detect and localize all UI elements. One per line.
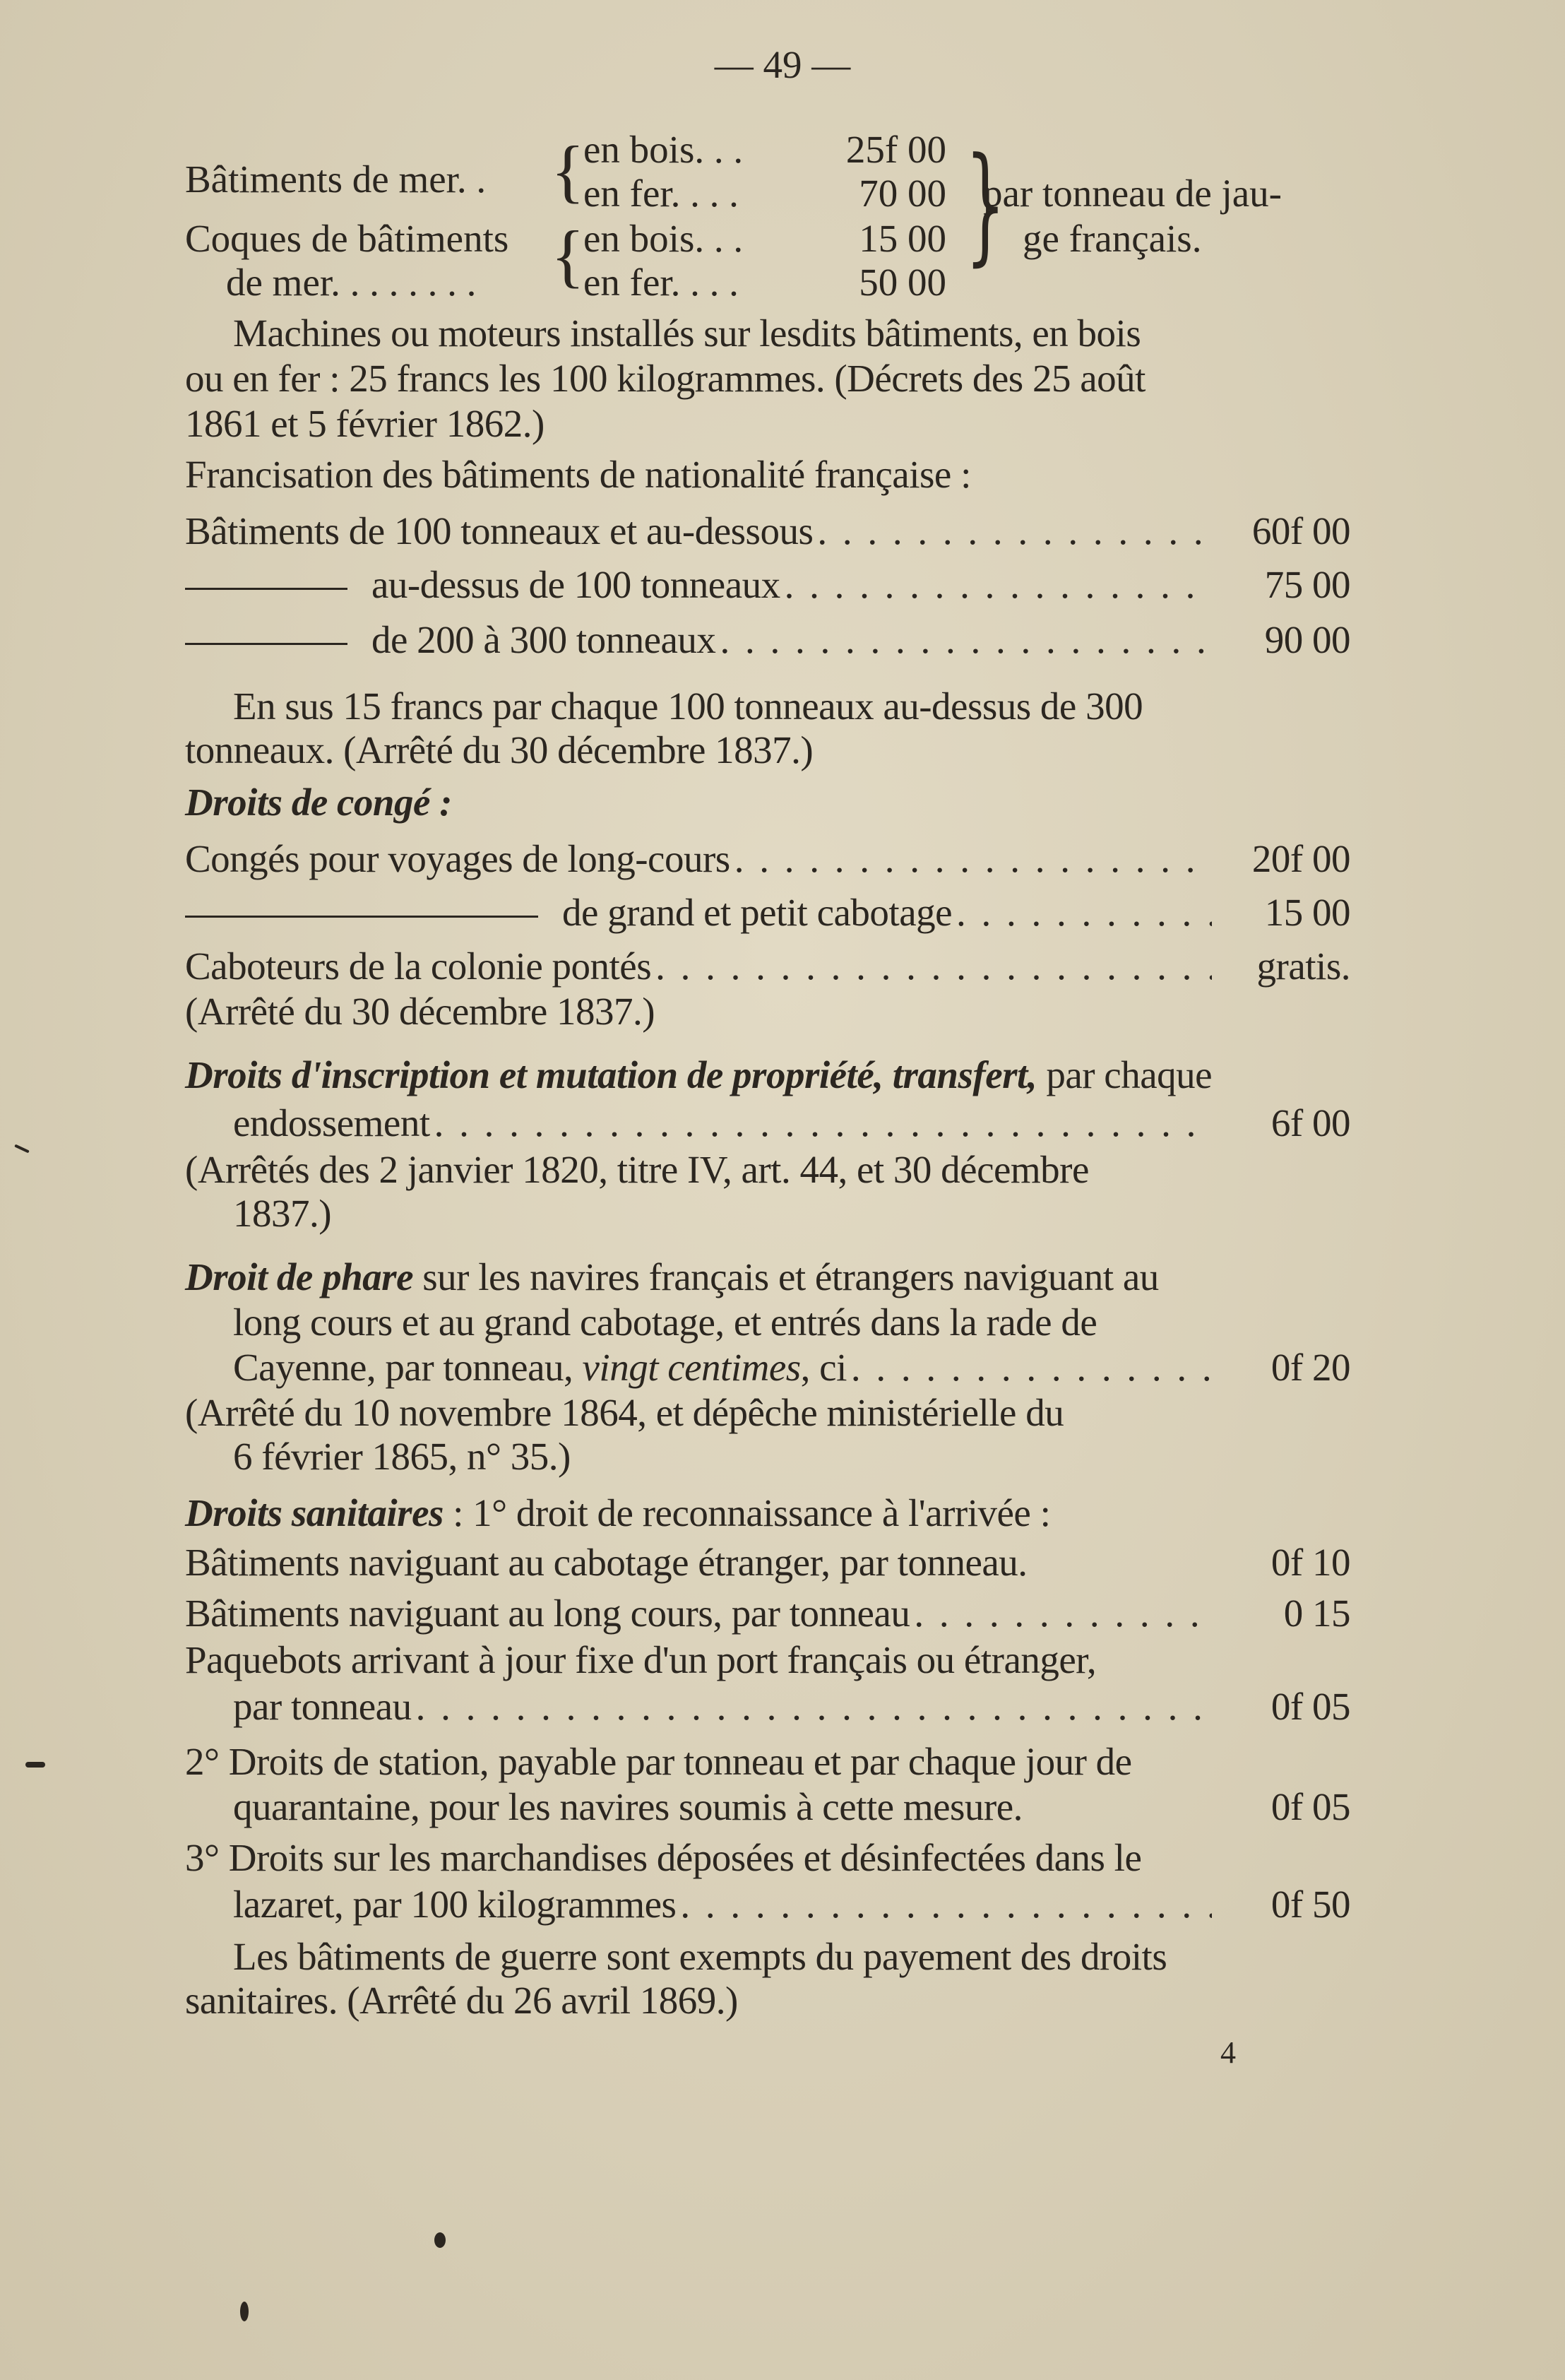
ditto-dash bbox=[185, 916, 538, 918]
text-line: 3° Droits sur les marchandises déposées et désinfectées dans le bbox=[185, 1836, 1142, 1879]
sanitaires-line bbox=[185, 1491, 1350, 1536]
tariff-note-2: ge français. bbox=[1023, 217, 1202, 260]
text-line: Les bâtiments de guerre sont exempts du payement des droits bbox=[233, 1935, 1167, 1978]
phare-text: , ci bbox=[800, 1346, 847, 1389]
tariff-row bbox=[233, 1101, 1350, 1146]
text-line: En sus 15 francs par chaque 100 tonneaux au-dessus de 300 bbox=[233, 685, 1143, 728]
tariff-label: de 200 à 300 tonneaux bbox=[371, 618, 716, 661]
tariff-amount: 0f 10 bbox=[1271, 1541, 1350, 1584]
tariff-row bbox=[185, 617, 1350, 663]
phare-heading: Droit de phare bbox=[185, 1255, 413, 1298]
text-line: sanitaires. (Arrêté du 26 avril 1869.) bbox=[185, 1979, 738, 2022]
tariff-amount: 75 00 bbox=[1264, 563, 1350, 606]
tariff-label: quarantaine, pour les navires soumis à cette mesure. bbox=[233, 1785, 1023, 1828]
tariff-label: Bâtiments de 100 tonneaux et au-dessous bbox=[185, 509, 814, 552]
phare-text: sur les navires français et étrangers naviguant au bbox=[413, 1255, 1159, 1298]
brace-right: { bbox=[965, 131, 1006, 278]
leader-dots bbox=[817, 509, 1212, 554]
tariff-label: par tonneau bbox=[233, 1685, 412, 1728]
tariff-label: Caboteurs de la colonie pontés bbox=[185, 945, 652, 988]
text-line: (Arrêté du 10 novembre 1864, et dépêche ministérielle du bbox=[185, 1391, 1064, 1434]
francisation-heading: Francisation des bâtiments de nationalité française : bbox=[185, 453, 971, 496]
tariff-row bbox=[233, 1345, 1350, 1390]
ink-spot bbox=[25, 1762, 45, 1768]
value-row-2: 70 00 bbox=[859, 172, 946, 215]
tariff-amount: 60f 00 bbox=[1251, 509, 1350, 552]
ink-spot bbox=[434, 2232, 446, 2248]
signature-mark: 4 bbox=[1220, 2035, 1236, 2070]
leader-dots bbox=[734, 836, 1212, 882]
text-line: tonneaux. (Arrêté du 30 décembre 1837.) bbox=[185, 728, 814, 771]
leader-dots bbox=[720, 617, 1212, 663]
value-row-1: 25f 00 bbox=[845, 128, 946, 171]
ditto-dash bbox=[185, 643, 347, 645]
text-line: 2° Droits de station, payable par tonneau et par chaque jour de bbox=[185, 1740, 1132, 1783]
tariff-label: Bâtiments naviguant au long cours, par tonneau bbox=[185, 1592, 910, 1635]
tariff-amount: 0f 20 bbox=[1271, 1346, 1350, 1389]
phare-text: Cayenne, par tonneau, bbox=[233, 1346, 583, 1389]
tariff-amount: 0f 05 bbox=[1271, 1685, 1350, 1728]
conge-heading: Droits de congé : bbox=[185, 781, 452, 824]
tariff-row bbox=[185, 1591, 1350, 1636]
material-row-3: en bois. . . bbox=[583, 217, 744, 260]
tariff-label: Congés pour voyages de long-cours bbox=[185, 837, 730, 880]
tariff-note-1: par tonneau de jau- bbox=[983, 172, 1283, 215]
material-row-4: en fer. . . . bbox=[583, 261, 739, 304]
tariff-amount: 6f 00 bbox=[1271, 1101, 1350, 1144]
leader-dots bbox=[434, 1101, 1212, 1146]
tariff-label: lazaret, par 100 kilogrammes bbox=[233, 1883, 677, 1926]
tariff-row bbox=[233, 1882, 1350, 1927]
inscription-tail: par chaque bbox=[1037, 1053, 1213, 1096]
tariff-row bbox=[233, 1684, 1350, 1729]
tariff-row bbox=[185, 562, 1350, 608]
tariff-row bbox=[185, 1540, 1350, 1585]
tariff-row bbox=[185, 944, 1350, 989]
inscription-heading: Droits d'inscription et mutation de propriété, transfert, bbox=[185, 1053, 1037, 1096]
brace-batiments: { bbox=[551, 131, 585, 210]
material-row-1: en bois. . . bbox=[583, 128, 744, 171]
tariff-amount: 90 00 bbox=[1264, 618, 1350, 661]
tariff-label: Bâtiments naviguant au cabotage étranger, par tonneau. bbox=[185, 1541, 1028, 1584]
tariff-amount: 15 00 bbox=[1264, 891, 1350, 934]
tariff-amount: 0f 50 bbox=[1271, 1883, 1350, 1926]
ink-spot bbox=[240, 2302, 249, 2321]
leader-dots bbox=[680, 1882, 1212, 1927]
text-line: Machines ou moteurs installés sur lesdits bâtiments, en bois bbox=[233, 312, 1141, 355]
tariff-label: de grand et petit cabotage bbox=[562, 891, 953, 934]
text-line: (Arrêtés des 2 janvier 1820, titre IV, art. 44, et 30 décembre bbox=[185, 1148, 1089, 1191]
tariff-label: au-dessus de 100 tonneaux bbox=[371, 563, 780, 606]
tariff-label: endossement bbox=[233, 1101, 430, 1144]
ink-spot bbox=[14, 1144, 30, 1154]
text-line: 1837.) bbox=[233, 1192, 332, 1235]
text-line: ou en fer : 25 francs les 100 kilogrammes. (Décrets des 25 août bbox=[185, 357, 1146, 400]
material-row-2: en fer. . . . bbox=[583, 172, 739, 215]
value-row-4: 50 00 bbox=[859, 261, 946, 304]
leader-dots bbox=[956, 890, 1212, 935]
leader-dots bbox=[655, 944, 1212, 989]
coques-label-2: de mer. . . . . . . . bbox=[226, 261, 477, 304]
batiments-label: Bâtiments de mer. . bbox=[185, 158, 487, 201]
value-row-3: 15 00 bbox=[859, 217, 946, 260]
text-line: Paquebots arrivant à jour fixe d'un port français ou étranger, bbox=[185, 1638, 1097, 1681]
tariff-row bbox=[185, 836, 1350, 882]
sanitaires-tail: : 1° droit de reconnaissance à l'arrivée : bbox=[443, 1491, 1051, 1534]
inscription-heading-line bbox=[185, 1053, 1350, 1098]
text-line: long cours et au grand cabotage, et entrés dans la rade de bbox=[233, 1301, 1097, 1344]
tariff-row bbox=[185, 509, 1350, 554]
leader-dots bbox=[416, 1684, 1212, 1729]
tariff-row bbox=[233, 1784, 1350, 1830]
phare-italic: vingt centimes bbox=[582, 1346, 801, 1389]
tariff-amount: 20f 00 bbox=[1251, 837, 1350, 880]
brace-coques: { bbox=[551, 216, 585, 295]
text-line: (Arrêté du 30 décembre 1837.) bbox=[185, 990, 655, 1033]
phare-line bbox=[185, 1255, 1350, 1300]
page-number: — 49 — bbox=[714, 43, 851, 86]
leader-dots bbox=[785, 562, 1212, 608]
sanitaires-heading: Droits sanitaires bbox=[185, 1491, 444, 1534]
coques-label-1: Coques de bâtiments bbox=[185, 217, 509, 260]
text-line: 1861 et 5 février 1862.) bbox=[185, 402, 545, 445]
tariff-row bbox=[185, 890, 1350, 935]
tariff-amount: 0f 05 bbox=[1271, 1785, 1350, 1828]
tariff-amount: gratis. bbox=[1256, 945, 1350, 988]
leader-dots bbox=[914, 1591, 1212, 1636]
text-line: 6 février 1865, n° 35.) bbox=[233, 1435, 571, 1478]
ditto-dash bbox=[185, 588, 347, 590]
leader-dots bbox=[851, 1345, 1212, 1390]
tariff-amount: 0 15 bbox=[1283, 1592, 1350, 1635]
